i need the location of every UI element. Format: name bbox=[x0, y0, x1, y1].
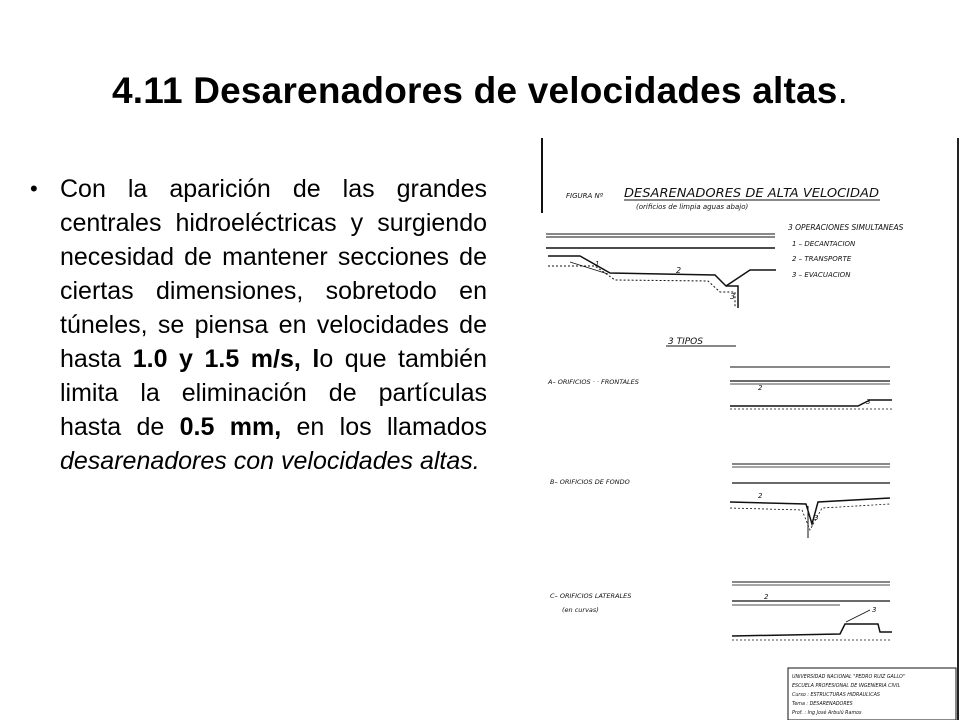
sketch-label-2: 2 bbox=[676, 266, 682, 275]
operation-1: 1 – DECANTACION bbox=[792, 240, 856, 248]
slide-title-period: . bbox=[837, 70, 849, 111]
body-text-part-1: Con la aparición de las grandes centrales hidroeléctricas y surgiendo necesidad de mantener secciones de ciertas dimensiones, sobretodo en túneles, se piensa en velocidades de hasta bbox=[60, 175, 487, 373]
type-c-sublabel: (en curvas) bbox=[562, 606, 599, 614]
types-title: 3 TIPOS bbox=[668, 337, 703, 347]
sketch-label-1: 1 bbox=[595, 260, 600, 268]
main-profile-sketch bbox=[546, 234, 776, 308]
type-a-label: A– ORIFICIOS · · FRONTALES bbox=[548, 378, 639, 386]
type-b-num-3: 3 bbox=[814, 514, 819, 522]
type-a-num-2: 2 bbox=[758, 384, 763, 392]
credits-line-1: UNIVERSIDAD NACIONAL "PEDRO RUIZ GALLO" bbox=[792, 675, 905, 680]
body-paragraph-text bbox=[60, 172, 487, 478]
bullet-icon: • bbox=[30, 176, 38, 201]
slide-title-text: 4.11 Desarenadores de velocidades altas bbox=[111, 70, 838, 111]
body-paragraph bbox=[30, 172, 487, 478]
desander-figure bbox=[540, 138, 960, 720]
type-b-num-2: 2 bbox=[758, 492, 763, 500]
type-c-num-2: 2 bbox=[764, 593, 769, 601]
operations-title: 3 OPERACIONES SIMULTANEAS bbox=[788, 223, 904, 232]
type-c-num-3: 3 bbox=[872, 606, 877, 614]
body-bold-velocities: 1.0 y 1.5 m/s, l bbox=[132, 345, 320, 373]
body-italic-term: desarenadores con velocidades altas. bbox=[60, 447, 480, 475]
body-bold-particle-size: 0.5 mm, bbox=[179, 413, 282, 441]
body-text-part-2: o que también limita la eliminación de partículas hasta de bbox=[60, 345, 487, 441]
figure-caption-title: DESARENADORES DE ALTA VELOCIDAD bbox=[624, 186, 879, 200]
operation-2: 2 – TRANSPORTE bbox=[792, 255, 852, 263]
type-b-label: B– ORIFICIOS DE FONDO bbox=[550, 478, 630, 486]
type-c-sketch bbox=[732, 582, 892, 640]
slide-title bbox=[0, 70, 960, 112]
figure-caption-prefix: FIGURA Nº bbox=[566, 192, 604, 200]
credits-line-4: Tema : DESARENADORES bbox=[792, 702, 853, 707]
type-c-label: C– ORIFICIOS LATERALES bbox=[550, 592, 632, 600]
type-b-sketch bbox=[730, 464, 890, 538]
figure-caption-subtitle: (orificios de limpia aguas abajo) bbox=[636, 203, 749, 211]
credits-line-2: ESCUELA PROFESIONAL DE INGENIERIA CIVIL bbox=[792, 684, 901, 689]
type-a-num-3: 3 bbox=[866, 398, 871, 406]
sketch-label-3: 3 bbox=[730, 292, 736, 301]
operation-3: 3 – EVACUACION bbox=[792, 271, 851, 279]
credits-line-5: Prof. : Ing José Arbulú Ramos bbox=[792, 711, 862, 716]
body-text-part-3: en los llamados bbox=[281, 413, 487, 441]
credits-line-3: Curso : ESTRUCTURAS HIDRAULICAS bbox=[792, 693, 880, 698]
